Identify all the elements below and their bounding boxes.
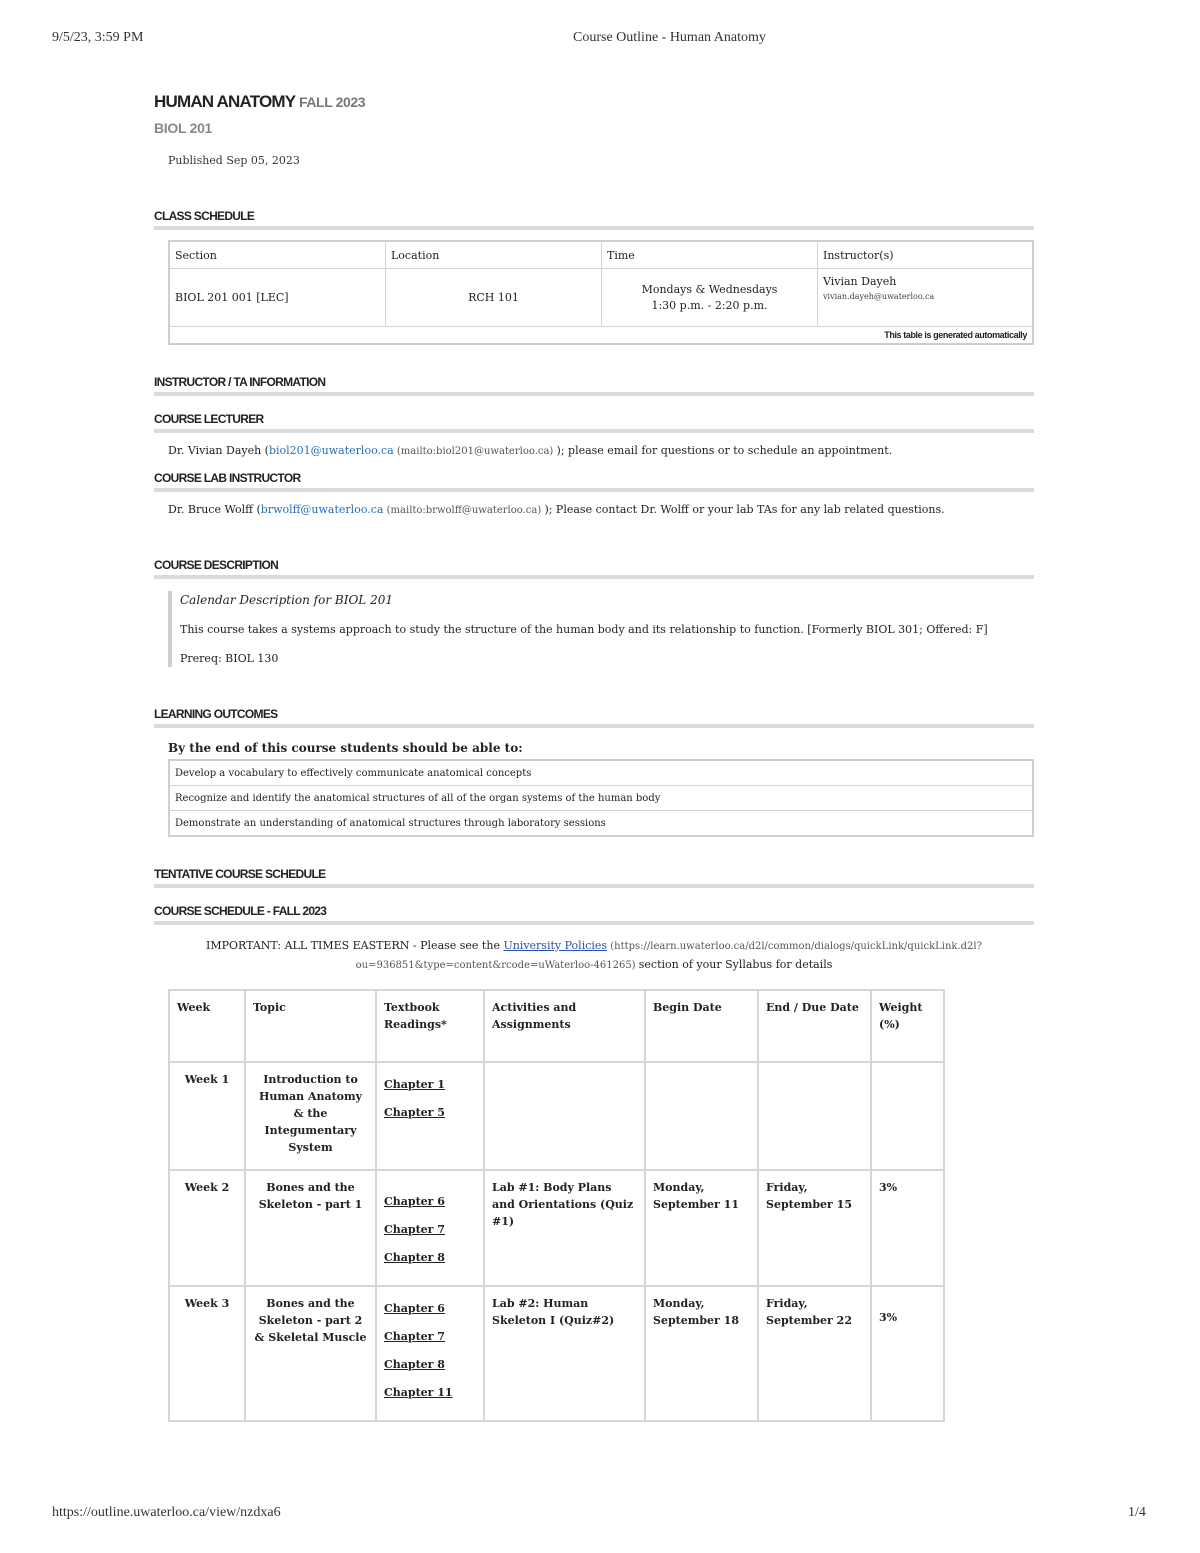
- print-url: https://outline.uwaterloo.ca/view/nzdxa6: [52, 1505, 281, 1520]
- lecturer-prefix: Dr. Vivian Dayeh (: [168, 444, 269, 457]
- week-cell: Week 3: [169, 1286, 245, 1421]
- class-schedule-table: [168, 240, 1034, 345]
- col-instructors: Instructor(s): [818, 241, 1034, 269]
- topic-cell: Bones and the Skeleton - part 1: [245, 1170, 376, 1286]
- col-time: Time: [602, 241, 818, 269]
- weight-cell: [871, 1062, 944, 1170]
- activity-cell: Lab #1: Body Plans and Orientations (Quiz #1): [484, 1170, 645, 1286]
- class-time: 1:30 p.m. - 2:20 p.m.: [651, 299, 768, 312]
- important-suffix: section of your Syllabus for details: [638, 958, 833, 971]
- chapter-link[interactable]: Chapter 7: [384, 1223, 445, 1236]
- learning-outcomes-table: [168, 759, 1034, 837]
- table-row: [169, 811, 1033, 837]
- instructor-info-heading: INSTRUCTOR / TA INFORMATION: [154, 375, 1034, 396]
- lecturer-text: [168, 444, 1034, 457]
- activity-cell: [484, 1062, 645, 1170]
- col-readings: Textbook Readings*: [376, 990, 484, 1062]
- end-date-cell: Friday, September 15: [758, 1170, 871, 1286]
- time-cell: [602, 269, 818, 327]
- chapter-link[interactable]: Chapter 1: [384, 1078, 445, 1091]
- calendar-title: Calendar Description for BIOL 201: [180, 593, 393, 607]
- class-schedule-heading: CLASS SCHEDULE: [154, 209, 1034, 230]
- lecturer-suffix: ); please email for questions or to schedule an appointment.: [556, 444, 893, 457]
- readings-cell: [376, 1286, 484, 1421]
- chapter-link[interactable]: Chapter 7: [384, 1330, 445, 1343]
- weight-cell: 3%: [871, 1170, 944, 1286]
- course-term: FALL 2023: [298, 94, 366, 110]
- print-title: Course Outline - Human Anatomy: [573, 30, 766, 45]
- table-row: [169, 269, 1033, 327]
- print-page-number: 1/4: [1128, 1505, 1146, 1520]
- topic-cell: Bones and the Skeleton - part 2 & Skeletal Muscle: [245, 1286, 376, 1421]
- readings-cell: [376, 1170, 484, 1286]
- course-schedule-table: [168, 989, 945, 1422]
- course-lecturer-heading: COURSE LECTURER: [154, 412, 1034, 433]
- col-begin-date: Begin Date: [645, 990, 758, 1062]
- course-description-heading: COURSE DESCRIPTION: [154, 558, 1034, 579]
- prereq-text: Prereq: BIOL 130: [180, 652, 279, 665]
- weight-cell: 3%: [871, 1286, 944, 1421]
- chapter-link[interactable]: Chapter 6: [384, 1302, 445, 1315]
- published-date: Published Sep 05, 2023: [168, 154, 300, 167]
- chapter-link[interactable]: Chapter 5: [384, 1106, 445, 1119]
- week-cell: Week 2: [169, 1170, 245, 1286]
- course-title-heading: [154, 92, 1034, 112]
- print-datetime: 9/5/23, 3:59 PM: [52, 30, 144, 45]
- lab-email-link[interactable]: brwolff@uwaterloo.ca: [260, 503, 384, 516]
- col-location: Location: [386, 241, 602, 269]
- university-policies-link[interactable]: University Policies: [503, 939, 608, 952]
- col-topic: Topic: [245, 990, 376, 1062]
- table-row: [169, 1170, 944, 1286]
- chapter-link[interactable]: Chapter 8: [384, 1251, 445, 1264]
- instructor-email[interactable]: vivian.dayeh@uwaterloo.ca: [823, 292, 935, 301]
- section-cell: BIOL 201 001 [LEC]: [169, 269, 386, 327]
- table-footnote: This table is generated automatically: [169, 327, 1033, 345]
- table-row: [169, 760, 1033, 786]
- chapter-link[interactable]: Chapter 8: [384, 1358, 445, 1371]
- description-text: This course takes a systems approach to study the structure of the human body and its relationship to function. [Formerly BIOL 301; Offered: F]: [180, 623, 988, 636]
- lab-instructor-heading: COURSE LAB INSTRUCTOR: [154, 471, 1034, 492]
- col-activities: Activities and Assignments: [484, 990, 645, 1062]
- course-title: HUMAN ANATOMY: [154, 92, 296, 111]
- readings-cell: [376, 1062, 484, 1170]
- table-row: [169, 1286, 944, 1421]
- col-weight: Weight (%): [871, 990, 944, 1062]
- chapter-link[interactable]: Chapter 11: [384, 1386, 453, 1399]
- outcome-item: Develop a vocabulary to effectively communicate anatomical concepts: [169, 760, 1033, 786]
- end-date-cell: Friday, September 22: [758, 1286, 871, 1421]
- important-notice: [154, 937, 1034, 975]
- week-cell: Week 1: [169, 1062, 245, 1170]
- important-prefix: IMPORTANT: ALL TIMES EASTERN - Please see the: [206, 939, 504, 952]
- table-row: [169, 1062, 944, 1170]
- chapter-link[interactable]: Chapter 6: [384, 1195, 445, 1208]
- begin-date-cell: [645, 1062, 758, 1170]
- activity-cell: Lab #2: Human Skeleton I (Quiz#2): [484, 1286, 645, 1421]
- course-schedule-fall-heading: COURSE SCHEDULE - FALL 2023: [154, 904, 1034, 925]
- learning-outcomes-lead: By the end of this course students should be able to:: [168, 741, 523, 755]
- course-code: BIOL 201: [154, 120, 213, 136]
- lecturer-email-link[interactable]: biol201@uwaterloo.ca: [268, 444, 394, 457]
- learning-outcomes-heading: LEARNING OUTCOMES: [154, 707, 1034, 728]
- col-section: Section: [169, 241, 386, 269]
- outcome-item: Recognize and identify the anatomical structures of all of the organ systems of the human body: [169, 786, 1033, 811]
- university-policies-url: (https://learn.uwaterloo.ca/d2l/common/dialogs/quickLink/quickLink.d2l?ou=936851&type=content&rcode=uWaterloo-461265): [355, 941, 982, 971]
- topic-cell: Introduction to Human Anatomy & the Integumentary System: [245, 1062, 376, 1170]
- table-footer-row: [169, 327, 1033, 345]
- tentative-schedule-heading: TENTATIVE COURSE SCHEDULE: [154, 867, 1034, 888]
- outcome-item: Demonstrate an understanding of anatomical structures through laboratory sessions: [169, 811, 1033, 837]
- course-outline: [154, 92, 1034, 1422]
- table-header-row: [169, 241, 1033, 269]
- lab-mailto: (mailto:brwolff@uwaterloo.ca): [383, 505, 545, 516]
- lab-prefix: Dr. Bruce Wolff (: [168, 503, 261, 516]
- instructor-name: Vivian Dayeh: [823, 275, 897, 288]
- class-days: Mondays & Wednesdays: [641, 283, 778, 296]
- end-date-cell: [758, 1062, 871, 1170]
- instructor-cell: [818, 269, 1034, 327]
- table-row: [169, 786, 1033, 811]
- begin-date-cell: Monday, September 18: [645, 1286, 758, 1421]
- table-header-row: [169, 990, 944, 1062]
- lab-suffix: ); Please contact Dr. Wolff or your lab TAs for any lab related questions.: [544, 503, 945, 516]
- location-cell: RCH 101: [386, 269, 602, 327]
- col-week: Week: [169, 990, 245, 1062]
- lecturer-mailto: (mailto:biol201@uwaterloo.ca): [393, 446, 557, 457]
- lab-instructor-text: [168, 503, 1034, 516]
- col-end-date: End / Due Date: [758, 990, 871, 1062]
- calendar-description: [168, 591, 1034, 667]
- begin-date-cell: Monday, September 11: [645, 1170, 758, 1286]
